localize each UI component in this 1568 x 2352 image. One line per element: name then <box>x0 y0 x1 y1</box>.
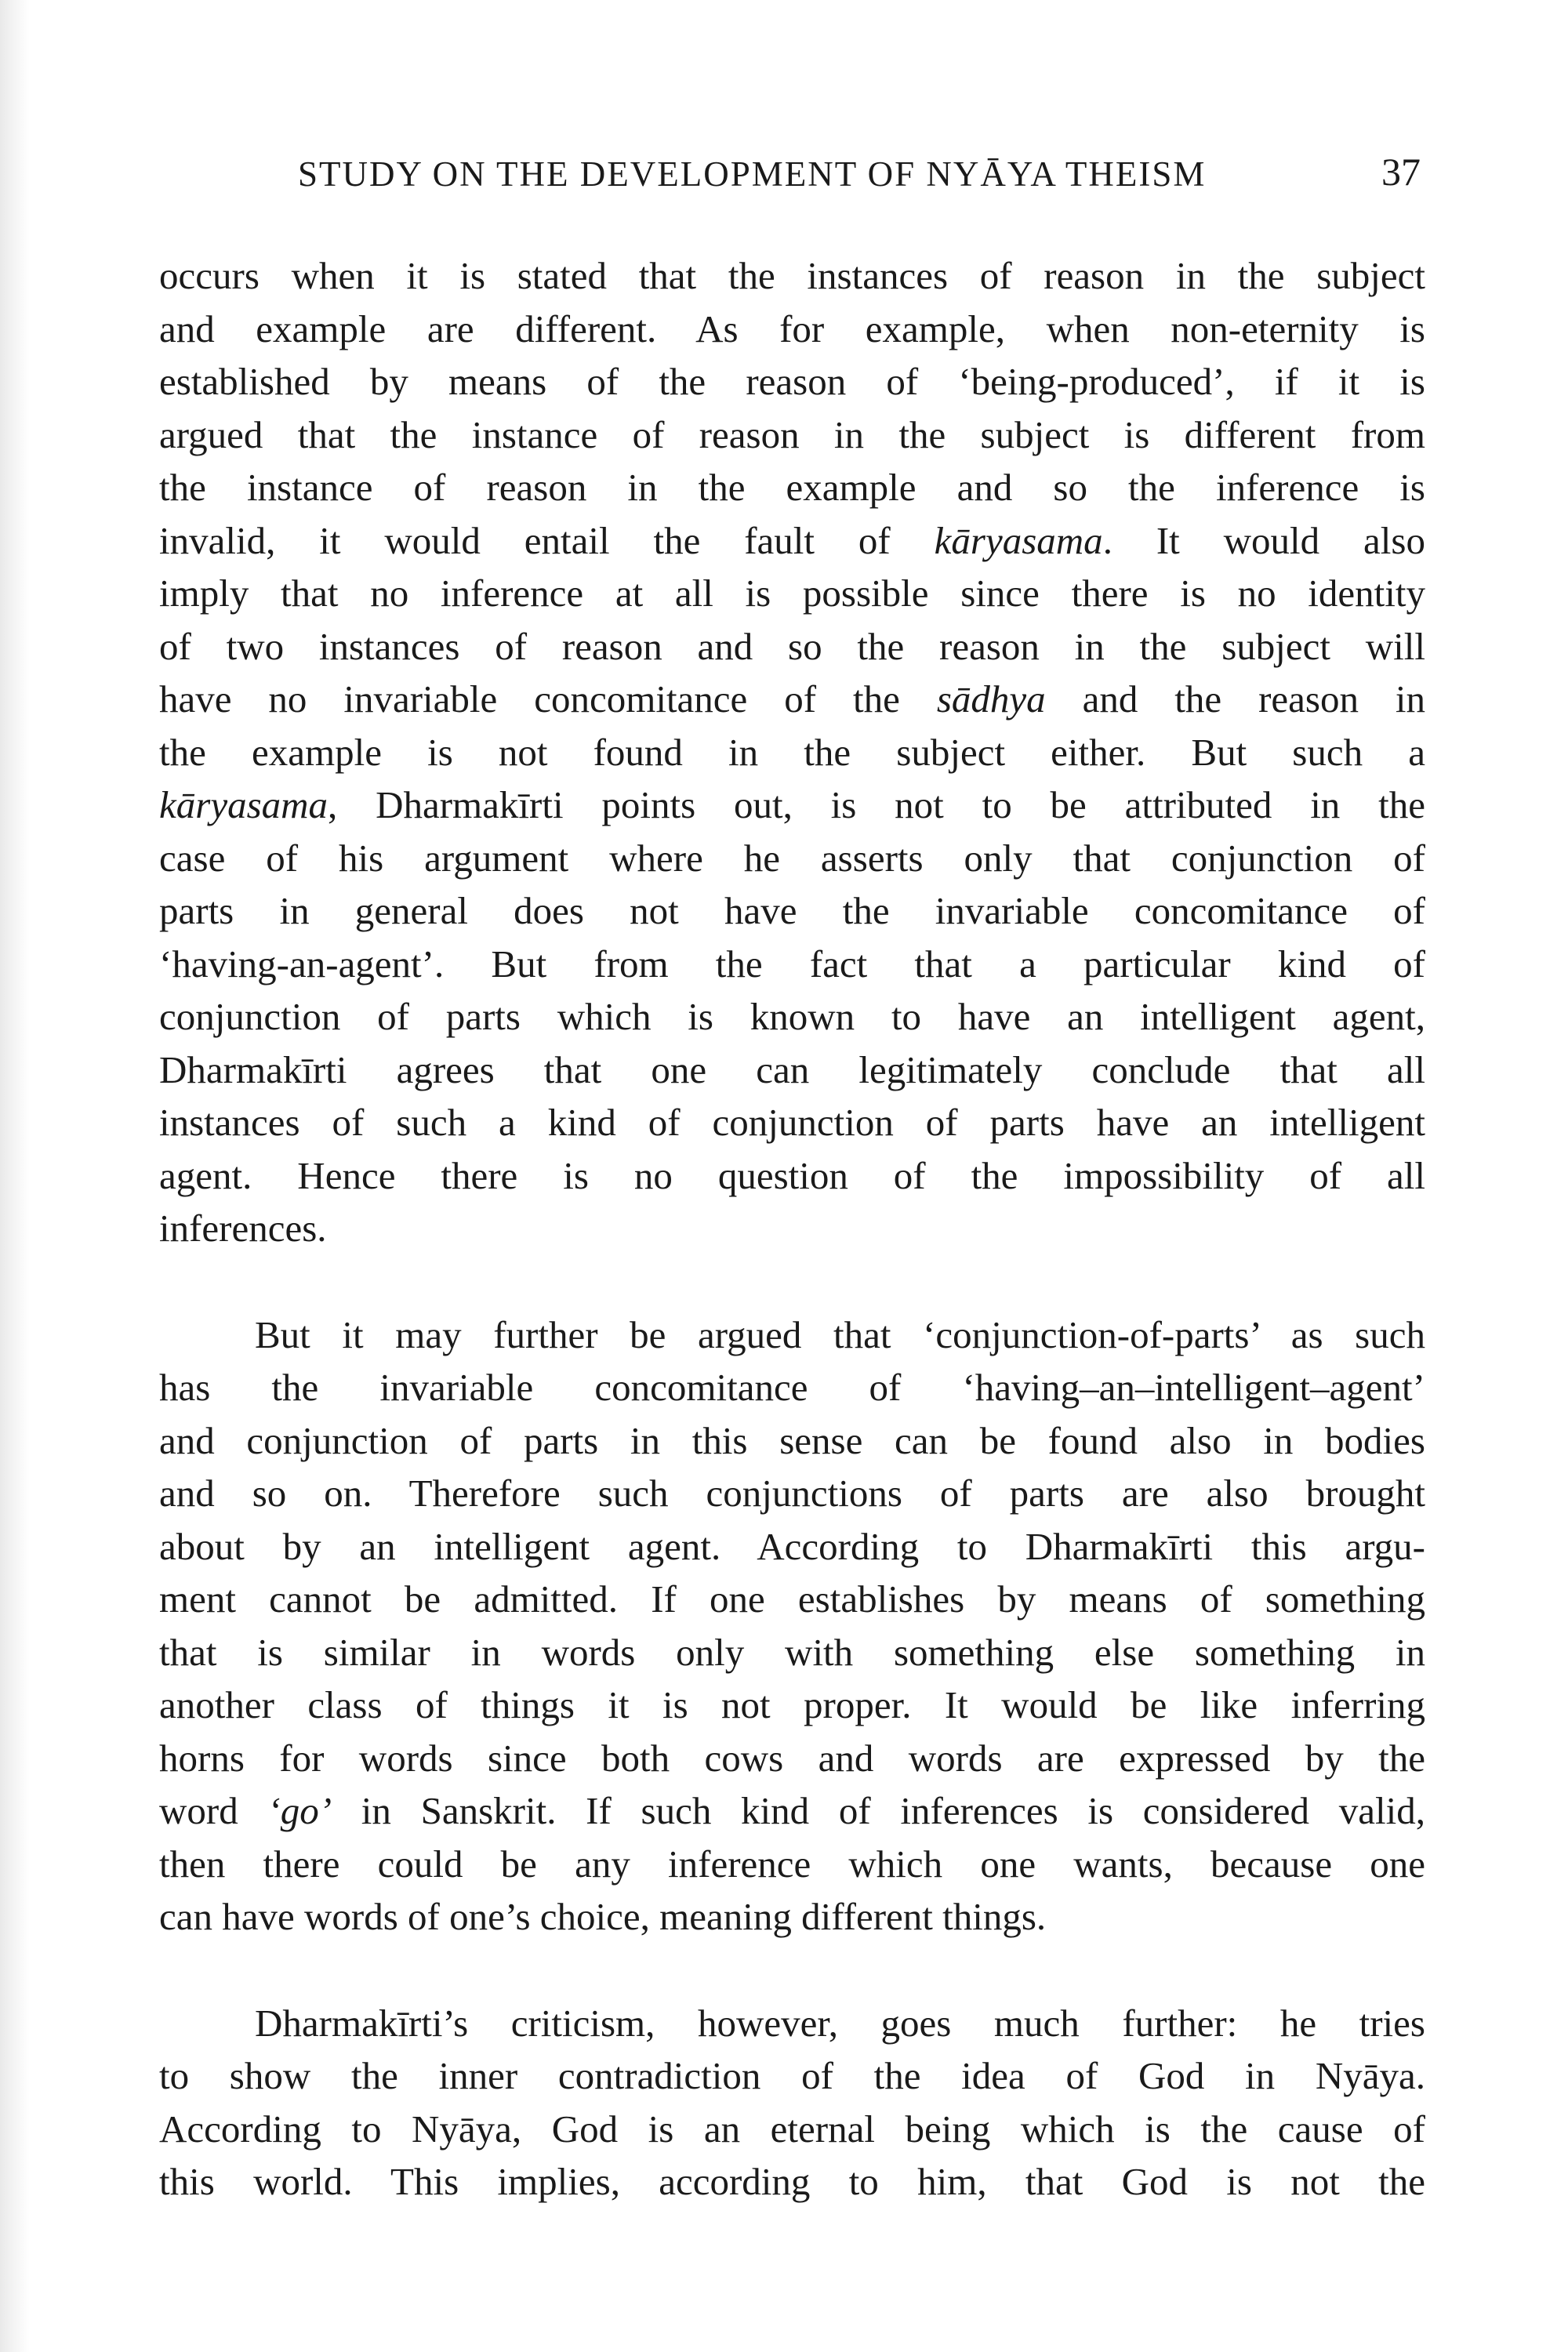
text-line: the example is not found in the subject either. But such a <box>159 730 1425 774</box>
text-line: agent. Hence there is no question of the impossibility of all <box>159 1153 1425 1197</box>
text-line: and example are different. As for example, when non-eternity is <box>159 307 1425 350</box>
text-line: can have words of one’s choice, meaning different things. <box>159 1895 1047 1938</box>
text-line: and conjunction of parts in this sense can be found also in bodies <box>159 1418 1425 1462</box>
text-line: has the invariable concomitance of ‘having–an–intelligent–agent’ <box>159 1366 1425 1409</box>
page-number: 37 <box>1381 150 1421 194</box>
text-line: and so on. Therefore such conjunctions of parts are also brought <box>159 1472 1425 1515</box>
body-text <box>159 249 1425 2209</box>
text-line: kāryasama, Dharmakīrti points out, is not to be attributed in the <box>159 783 1425 826</box>
text-line: invalid, it would entail the fault of kāryasama. It would also <box>159 518 1425 562</box>
text-line: horns for words since both cows and words are expressed by the <box>159 1736 1425 1780</box>
text-line: But it may further be argued that ‘conjunction-of-parts’ as such <box>255 1312 1425 1356</box>
paragraph-3 <box>159 1997 1425 2209</box>
text-line: Dharmakīrti’s criticism, however, goes much further: he tries <box>255 2001 1425 2045</box>
text-line: word ‘go’ in Sanskrit. If such kind of inferences is considered valid, <box>159 1789 1425 1832</box>
text-line: have no invariable concomitance of the sādhya and the reason in <box>159 677 1426 720</box>
text-line: ment cannot be admitted. If one establishes by means of something <box>159 1577 1425 1621</box>
text-line: conjunction of parts which is known to have an intelligent agent, <box>159 995 1425 1038</box>
text-line: to show the inner contradiction of the idea of God in Nyāya. <box>159 2054 1425 2097</box>
text-line: parts in general does not have the invariable concomitance of <box>159 889 1425 932</box>
text-line: imply that no inference at all is possible since there is no identity <box>159 572 1425 615</box>
running-header: STUDY ON THE DEVELOPMENT OF NYĀYA THEISM <box>298 154 1207 194</box>
text-line: ‘having-an-agent’. But from the fact that a particular kind of <box>159 942 1425 985</box>
text-line: argued that the instance of reason in the subject is different from <box>159 412 1425 456</box>
text-line: inferences. <box>159 1207 327 1250</box>
text-line: that is similar in words only with something else something in <box>159 1630 1425 1674</box>
text-line: of two instances of reason and so the reason in the subject will <box>159 624 1425 668</box>
text-line: this world. This implies, according to him, that God is not the <box>159 2160 1425 2203</box>
page-binding-shadow <box>0 0 30 2352</box>
text-line: another class of things it is not proper. It would be like inferring <box>159 1683 1425 1726</box>
text-line: Dharmakīrti agrees that one can legitimately conclude that all <box>159 1047 1425 1091</box>
text-line: According to Nyāya, God is an eternal being which is the cause of <box>159 2107 1425 2151</box>
text-line: established by means of the reason of ‘being-produced’, if it is <box>159 360 1425 403</box>
text-line: about by an intelligent agent. According to Dharmakīrti this argu- <box>159 1524 1425 1568</box>
text-line: instances of such a kind of conjunction of parts have an intelligent <box>159 1101 1425 1144</box>
text-line: case of his argument where he asserts only that conjunction of <box>159 836 1425 880</box>
text-line: occurs when it is stated that the instances of reason in the subject <box>159 254 1425 297</box>
paragraph-1 <box>159 249 1425 1255</box>
paragraph-2 <box>159 1308 1425 1944</box>
text-line: the instance of reason in the example and so the inference is <box>159 466 1425 509</box>
text-line: then there could be any inference which one wants, because one <box>159 1842 1425 1886</box>
